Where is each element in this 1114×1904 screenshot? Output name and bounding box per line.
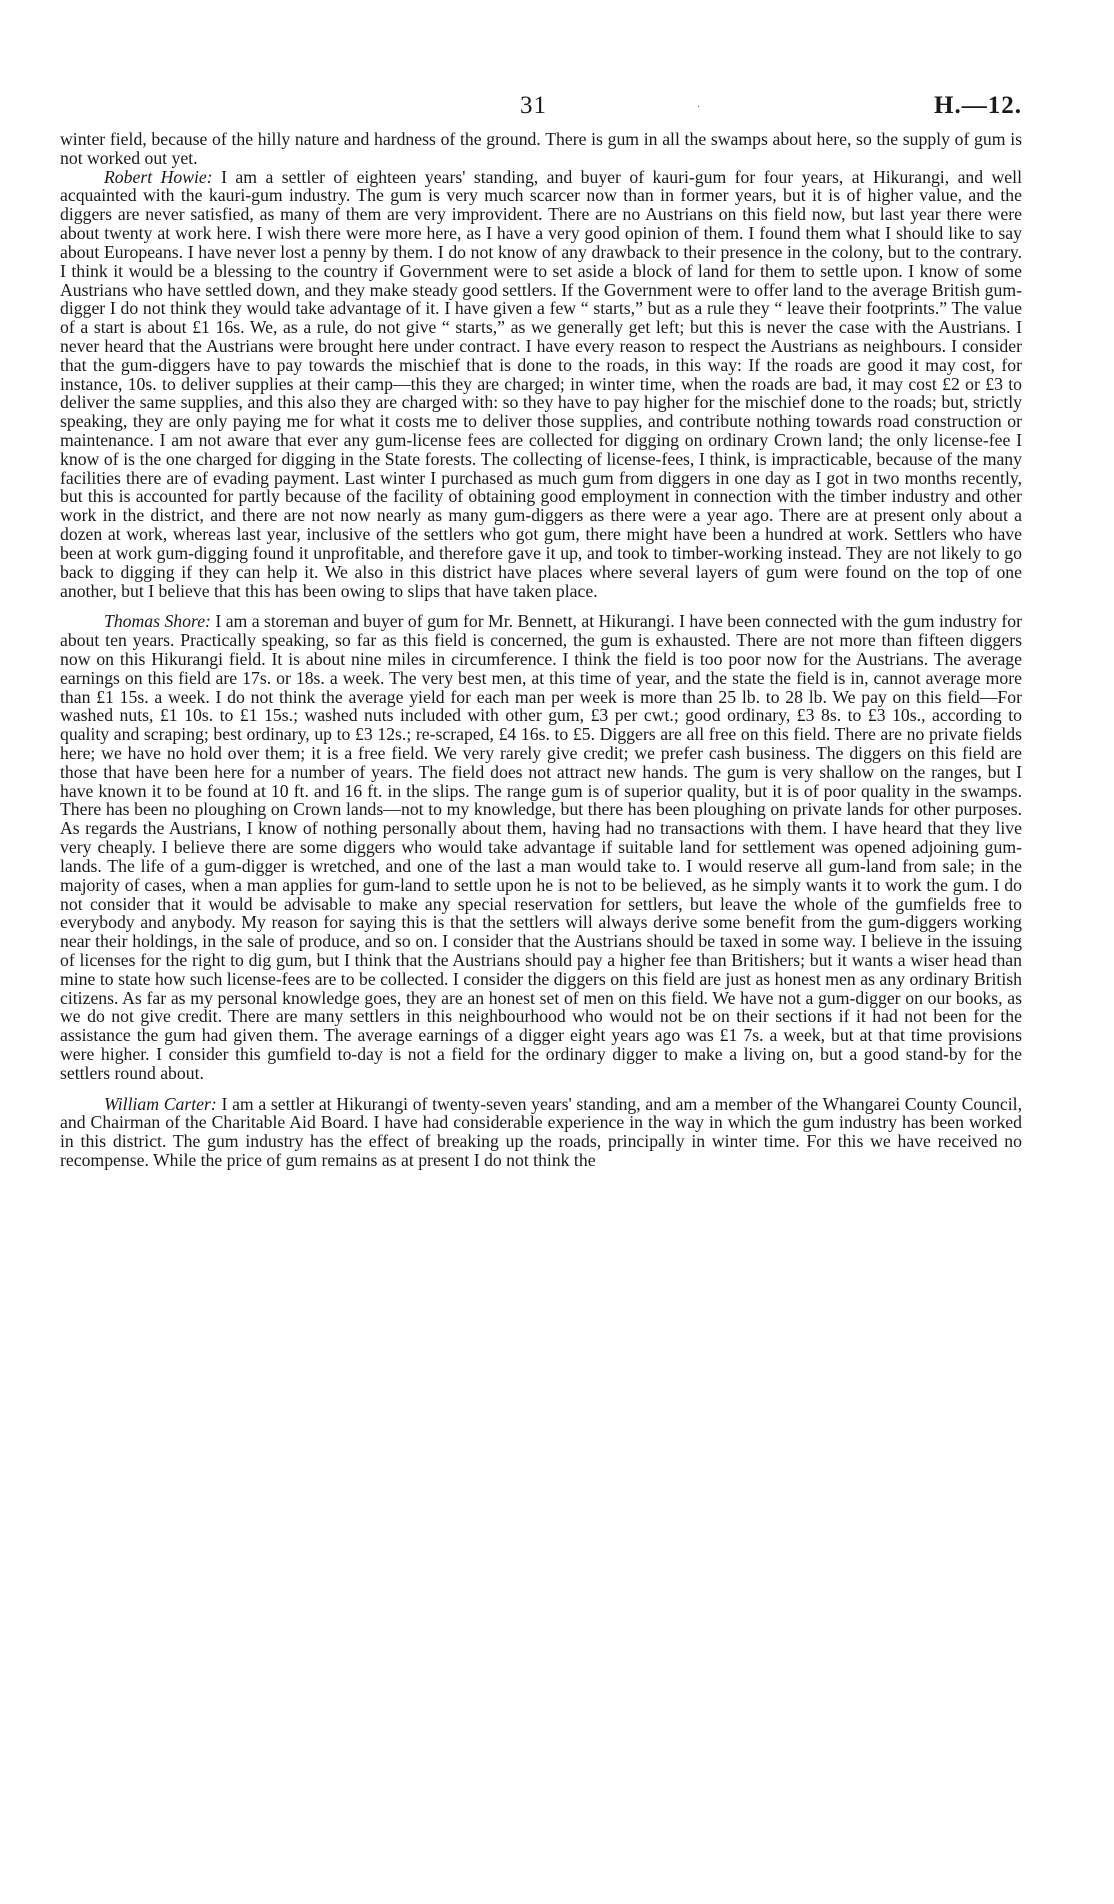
paragraph-text: I am a storeman and buyer of gum for Mr. Bennett, at Hikurangi. I have been connected with the gum industry for about ten years. Practically speaking, so far as this field is concerned, the gum is exhausted. There are not more than fifteen diggers now on this Hikurangi field. It is about nine miles in circumference. I think the field is too poor now for the Austrians. The average earnings on this field are 17s. or 18s. a week. The very best men, at this time of year, and the state the field is in, cannot average more than £1 15s. a week. I do not think the average yield for each man per week is more than 25 lb. to 28 lb. We pay on this field—For washed nuts, £1 10s. to £1 15s.; washed nuts included with other gum, £3 per cwt.; good ordinary, £3 8s. to £3 10s., according to quality and scraping; best ordinary, up to £3 12s.; re-scraped, £4 16s. to £5. Diggers are all free on this field. There are no private fields here; we have no hold over them; it is a free field. We very rarely give credit; we prefer cash business. The diggers on this field are those that have been here for a number of years. The field does not attract new hands. The gum is very shallow on the ranges, but I have known it to be found at 10 ft. and 16 ft. in the slips. The range gum is of superior quality, but it is of poor quality in the swamps. There has been no ploughing on Crown lands—not to my knowledge, but there has been ploughing on private lands for other purposes. As regards the Austrians, I know of nothing personally about them, having had no transactions with them. I have heard that they live very cheaply. I believe there are some diggers who would take advantage if suitable land for settlement was opened adjoining gum-lands. The life of a gum-digger is wretched, and one of the last a man would take to. I would reserve all gum-land from sale; in the majority of cases, when a man applies for gum-land to settle upon he is not to be believed, as he simply wants it to work the gum. I do not consider that it would be advisable to make any special reservation for settlers, but leave the whole of the gumfields free to everybody and anybody. My reason for saying this is that the settlers will always derive some benefit from the gum-diggers working near their holdings, in the sale of produce, and so on. I consider that the Austrians should be taxed in some way. I believe in the issuing of licenses for the right to dig gum, but I think that the Austrians should pay a higher fee than Britishers; but it wants a wiser head than mine to state how such license-fees are to be collected. I consider the diggers on this field are just as honest men as any ordinary British citizens. As far as my personal knowledge goes, they are an honest set of men on this field. We have not a gum-digger on our books, as we do not give credit. There are many settlers in this neighbourhood who would not be on their sections if it had not been for the assistance the gum had given them. The average earnings of a digger eight years ago was £1 7s. a week, but at that time provisions were higher. I consider this gumfield to-day is not a field for the ordinary digger to make a living on, but a good stand-by for the settlers round about.	[60, 611, 1022, 1083]
paragraph-text: I am a settler at Hikurangi of twenty-seven years' standing, and am a member of the Whangarei County Council, and Chairman of the Charitable Aid Board. I have had considerable experience in the way in which the gum industry has been worked in this district. The gum industry has the effect of breaking up the roads, principally in winter time. For this we have received no recompense. While the price of gum remains as at present I do not think the	[60, 1093, 1023, 1171]
header-dot: ·	[697, 102, 701, 113]
speaker-name: Robert Howie:	[104, 166, 213, 187]
paragraph-thomas-shore	[60, 612, 1022, 1082]
paragraph-text: winter field, because of the hilly nature and hardness of the ground. There is gum in all the swamps about here, so the supply of gum is not worked out yet.	[60, 129, 1022, 168]
page-number: 31	[520, 92, 547, 119]
speaker-name: Thomas Shore:	[104, 611, 211, 632]
document-page	[60, 92, 1022, 1170]
paragraph-text: I am a settler of eighteen years' standing, and buyer of kauri-gum for four years, at Hikurangi, and well acquainted with the kauri-gum industry. The gum is very much scarcer now than in former years, but it is of higher value, and the diggers are never satisfied, as many of them are very improvident. There are no Austrians on this field now, but last year there were about twenty at work here. I wish there were more here, as I have a very good opinion of them. I found them what I should like to say about Europeans. I have never lost a penny by them. I do not know of any drawback to their presence in the colony, but to the contrary. I think it would be a blessing to the country if Government were to set aside a block of land for them to settle upon. I know of some Austrians who have settled down, and they make steady good settlers. If the Government were to offer land to the average British gum-digger I do not think they would take advantage of it. I have given a few “ starts,” but as a rule they “ leave their footprints.” The value of a start is about £1 16s. We, as a rule, do not give “ starts,” as we generally get left; but this is never the case with the Austrians. I never heard that the Austrians were brought here under contract. I have every reason to respect the Austrians as neighbours. I consider that the gum-diggers have to pay towards the mischief that is done to the roads, in this way: If the roads are good it may cost, for instance, 10s. to deliver supplies at their camp—this they are charged; in winter time, when the roads are bad, it may cost £2 or £3 to deliver the same supplies, and this also they are charged with: so they have to pay higher for the mischief done to the roads; but, strictly speaking, they are only paying me for what it costs me to deliver those supplies, and contribute nothing towards road construction or maintenance. I am not aware that ever any gum-license fees are collected for digging on ordinary Crown land; the only license-fee I know of is the one charged for digging in the State forests. The collecting of license-fees, I think, is impracticable, because of the many facilities there are of evading payment. Last winter I purchased as much gum from diggers in one day as I got in two months recently, but this is accounted for partly because of the facility of obtaining good employment in connection with the timber industry and other work in the district, and there are not now nearly as many gum-diggers as there were a year ago. There are at present only about a dozen at work, whereas last year, inclusive of the settlers who got gum, there might have been a hundred at work. Settlers who have been at work gum-digging found it unprofitable, and therefore gave it up, and took to timber-working instead. They are not likely to go back to digging if they can help it. We also in this district have places where several layers of gum were found on the top of one another, but I believe that this has been owing to slips that have taken place.	[60, 166, 1022, 601]
document-reference: H.—12.	[934, 92, 1022, 119]
page-header	[60, 92, 1022, 130]
paragraph-robert-howie	[60, 168, 1022, 601]
paragraph-continuation	[60, 130, 1022, 168]
speaker-name: William Carter:	[104, 1093, 217, 1114]
paragraph-william-carter	[60, 1095, 1022, 1170]
